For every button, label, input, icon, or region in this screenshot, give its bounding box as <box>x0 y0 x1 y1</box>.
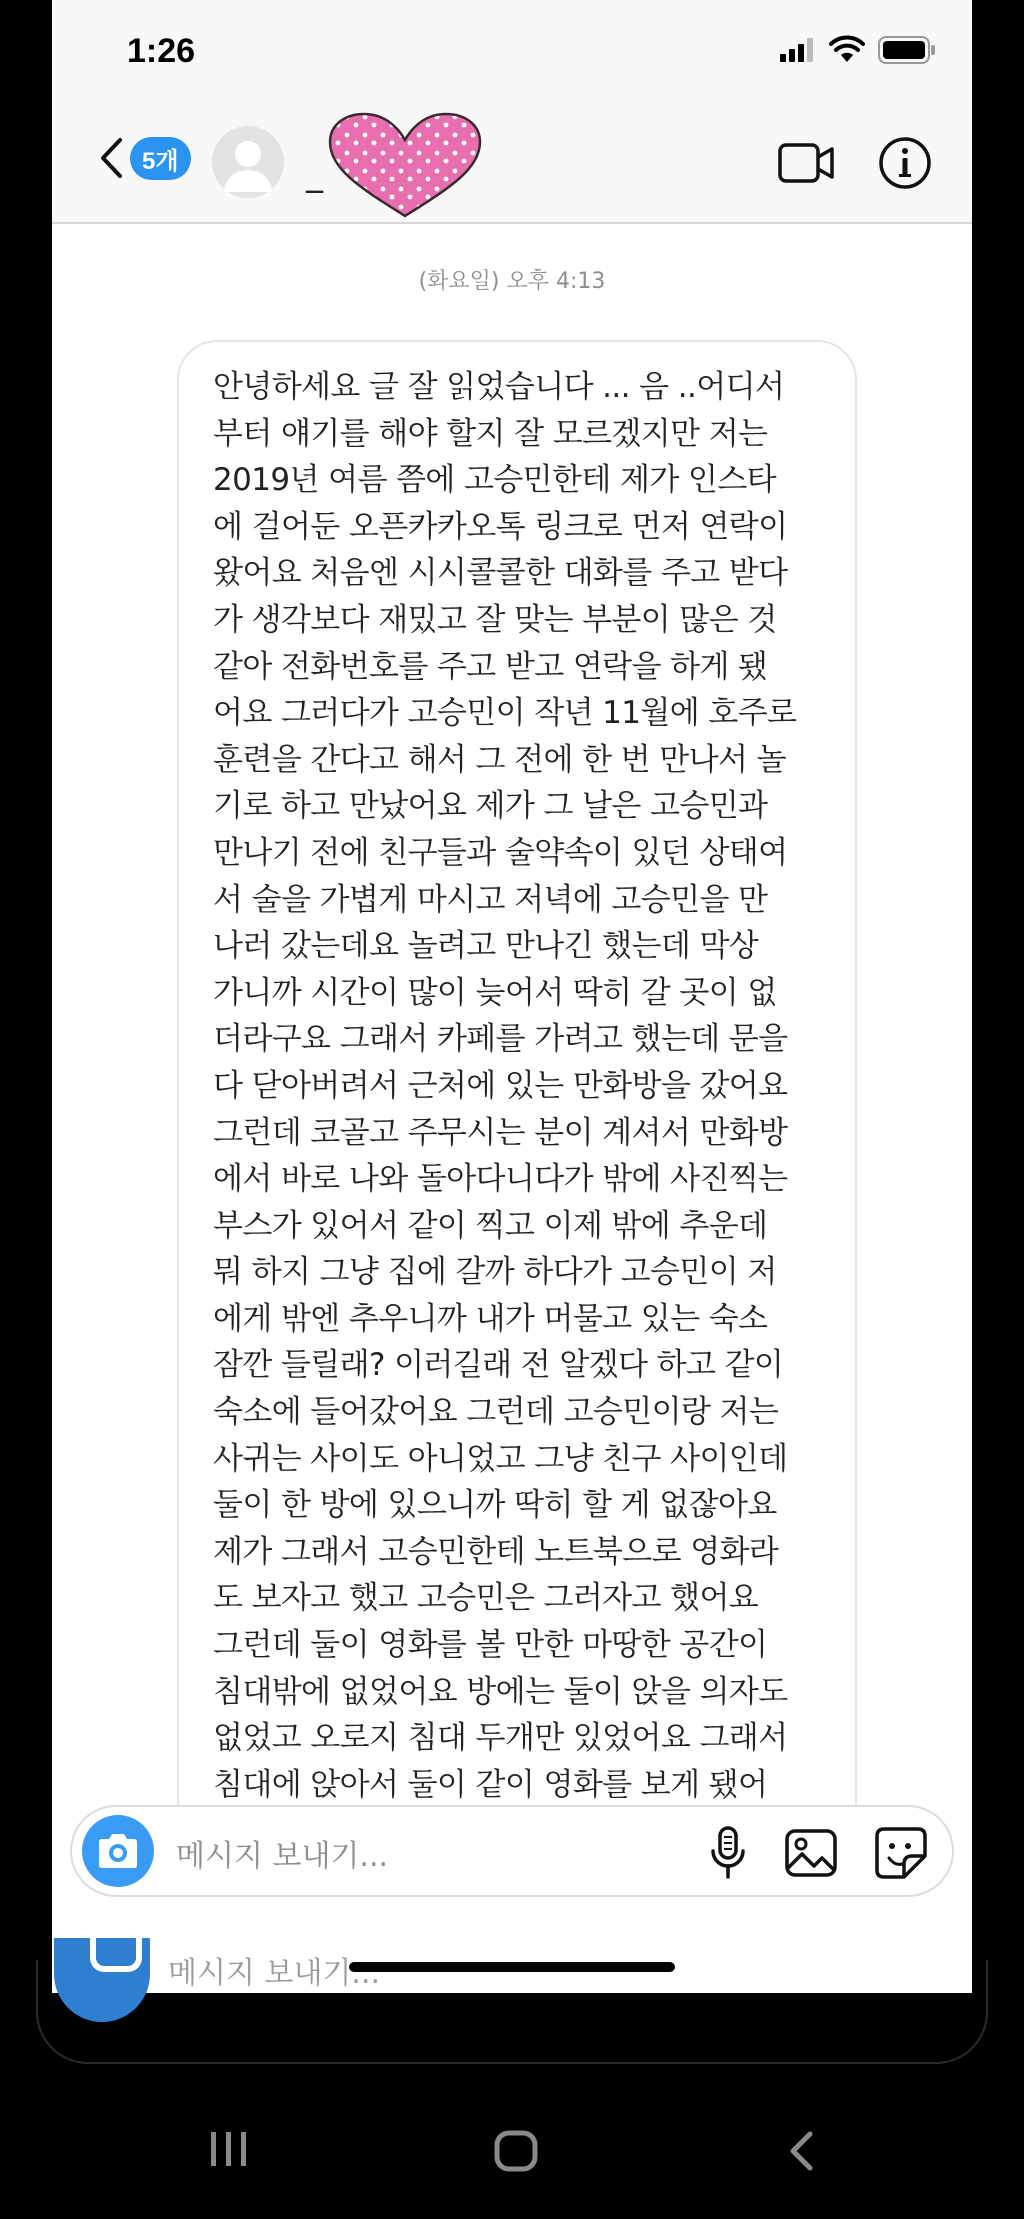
message-line: 잠깐 들릴래? 이러길래 전 알겠다 하고 같이 <box>213 1347 784 1384</box>
message-line: 부터 얘기를 해야 할지 잘 모르겠지만 저는 <box>213 415 768 452</box>
message-line: 어요 그러다가 고승민이 작년 11월에 호주로 <box>213 695 797 732</box>
status-bar <box>52 0 972 110</box>
message-line: 없었고 오로지 침대 두개만 있었어요 그래서 <box>213 1720 788 1757</box>
message-line: 가니까 시간이 많이 늦어서 딱히 갈 곳이 없 <box>213 974 777 1011</box>
message-line: 같아 전화번호를 주고 받고 연락을 하게 됐 <box>213 648 768 685</box>
sticker-icon[interactable] <box>874 1826 928 1880</box>
message-line: 가 생각보다 재밌고 잘 맞는 부분이 많은 것 <box>213 601 777 638</box>
message-line: 서 술을 가볍게 마시고 저녁에 고승민을 만 <box>213 881 768 918</box>
message-line: 나러 갔는데요 놀려고 만나긴 했는데 막상 <box>213 928 759 965</box>
avatar[interactable] <box>212 126 284 198</box>
message-composer <box>70 1805 954 1897</box>
message-text <box>213 364 819 1808</box>
message-line: 숙소에 들어갔어요 그런데 고승민이랑 저는 <box>213 1394 779 1431</box>
default-avatar-icon <box>212 126 284 198</box>
message-line: 제가 그래서 고승민한테 노트북으로 영화라 <box>213 1533 779 1570</box>
ghost-camera-button <box>54 1938 150 2022</box>
battery-icon <box>878 36 936 64</box>
message-line: 에게 밖엔 추우니까 내가 머물고 있는 숙소 <box>213 1300 768 1337</box>
home-icon[interactable] <box>494 2130 538 2172</box>
message-line: 침대에 앉아서 둘이 같이 영화를 보게 됐어 <box>213 1766 768 1803</box>
ghost-placeholder: 메시지 보내기... <box>168 1956 381 1991</box>
signal-icon <box>780 38 816 62</box>
message-line: 부스가 있어서 같이 찍고 이제 밖에 추운데 <box>213 1207 768 1244</box>
message-line: 안녕하세요 글 잘 읽었습니다 ... 음 ..어디서 <box>213 369 785 405</box>
gallery-icon[interactable] <box>784 1828 838 1878</box>
recent-apps-icon[interactable] <box>208 2130 250 2168</box>
heart-sticker-icon <box>324 112 486 222</box>
ghost-gallery-icon <box>792 1944 846 1984</box>
header-actions <box>778 136 932 190</box>
message-line: 침대밖에 없었어요 방에는 둘이 앉을 의자도 <box>213 1673 788 1710</box>
message-line: 다 닫아버려서 근처에 있는 만화방을 갔어요 <box>213 1067 788 1104</box>
back-icon[interactable] <box>786 2130 816 2172</box>
message-line: 만나기 전에 친구들과 술약속이 있던 상태여 <box>213 834 788 871</box>
wifi-icon <box>830 37 864 63</box>
username[interactable]: _ <box>306 154 323 194</box>
back-button[interactable] <box>98 136 191 180</box>
ghost-camera-icon <box>90 1930 142 1972</box>
ghost-microphone-icon <box>698 1944 734 1988</box>
message-line: 에서 바로 나와 돌아다니다가 밖에 사진찍는 <box>213 1161 788 1198</box>
message-line: 왔어요 처음엔 시시콜콜한 대화를 주고 받다 <box>213 555 788 592</box>
message-line: 2019년 여름 쯤에 고승민한테 제가 인스타 <box>213 462 776 499</box>
message-line: 그런데 코골고 주무시는 분이 계셔서 만화방 <box>213 1114 788 1151</box>
video-call-icon[interactable] <box>778 141 834 185</box>
message-thread <box>52 224 972 1803</box>
android-nav-bar <box>0 2080 1024 2219</box>
phone-screen <box>52 0 972 1993</box>
message-timestamp: (화요일) 오후 4:13 <box>418 269 606 294</box>
camera-button[interactable] <box>82 1815 154 1887</box>
microphone-icon[interactable] <box>708 1825 748 1881</box>
message-line: 뭐 하지 그냥 집에 갈까 하다가 고승민이 저 <box>213 1254 777 1291</box>
background-composer-ghost <box>36 1956 988 2064</box>
chat-header <box>52 110 972 224</box>
message-line: 사귀는 사이도 아니었고 그냥 친구 사이인데 <box>213 1440 788 1477</box>
unread-badge: 5개 <box>130 137 191 180</box>
message-bubble[interactable] <box>177 340 857 1860</box>
message-line: 더라구요 그래서 카페를 가려고 했는데 문을 <box>213 1021 788 1058</box>
message-line: 둘이 한 방에 있으니까 딱히 할 게 없잖아요 <box>213 1487 777 1524</box>
status-time: 1:26 <box>127 32 196 70</box>
info-icon[interactable] <box>878 136 932 190</box>
status-icons <box>780 36 936 64</box>
message-line: 그런데 둘이 영화를 볼 만한 마땅한 공간이 <box>213 1627 768 1664</box>
message-line: 도 보자고 했고 고승민은 그러자고 했어요 <box>213 1580 759 1617</box>
ghost-sticker-icon <box>904 1944 958 1988</box>
message-line: 훈련을 간다고 해서 그 전에 한 번 만나서 놀 <box>213 741 786 778</box>
back-chevron-icon <box>98 136 124 180</box>
message-input[interactable]: 메시지 보내기... <box>176 1839 389 1874</box>
message-line: 기로 하고 만났어요 제가 그 날은 고승민과 <box>213 788 768 825</box>
camera-icon <box>95 1832 141 1870</box>
message-line: 에 걸어둔 오픈카카오톡 링크로 먼저 연락이 <box>213 508 788 545</box>
composer-actions <box>708 1825 928 1881</box>
ghost-icons <box>698 1944 958 1988</box>
